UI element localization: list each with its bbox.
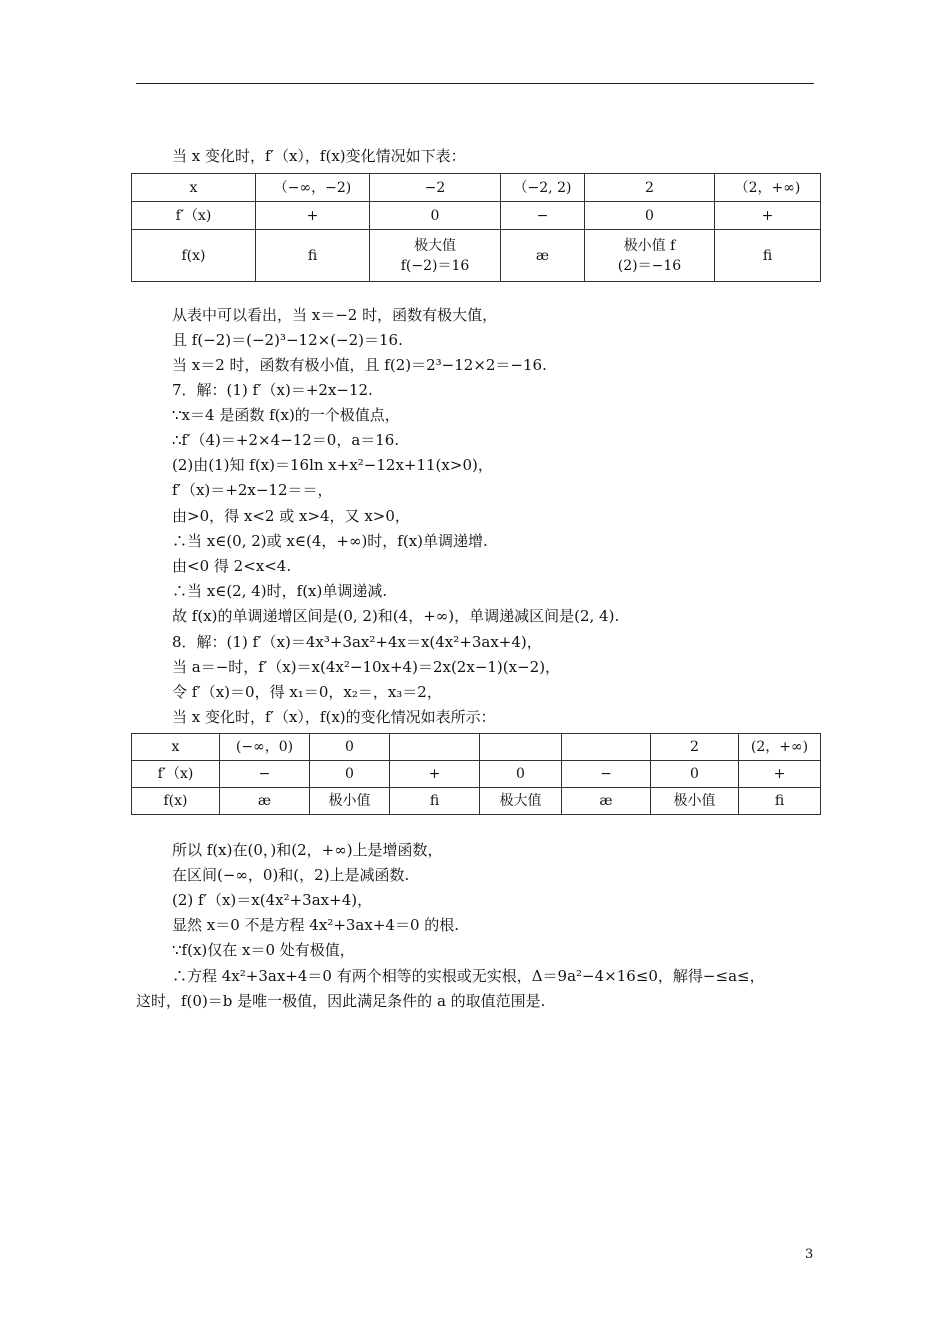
table-cell: 2 bbox=[651, 734, 739, 761]
header-rule bbox=[136, 83, 814, 84]
text-line: 8．解：(1) f′（x)＝4x³+3ax²+4x＝x(4x²+3ax+4)， bbox=[172, 633, 542, 651]
table-cell: f′（x) bbox=[132, 761, 220, 788]
table-cell: − bbox=[562, 761, 651, 788]
table-cell: ﬁ bbox=[715, 230, 821, 282]
page-number: 3 bbox=[805, 1247, 814, 1262]
text-line: 这时，f(0)＝b 是唯一极值，因此满足条件的 a 的取值范围是. bbox=[136, 992, 546, 1010]
table-cell: x bbox=[132, 174, 256, 202]
table1 bbox=[131, 173, 821, 282]
text-line: ∵f(x)仅在 x＝0 处有极值， bbox=[172, 941, 355, 959]
text-line: 在区间(−∞，0)和(，2)上是减函数. bbox=[172, 866, 410, 884]
table-cell: ﬁ bbox=[390, 788, 480, 815]
text-line: 由<0 得 2<x<4. bbox=[172, 557, 292, 575]
table-cell: − bbox=[501, 202, 585, 230]
table-cell bbox=[480, 734, 562, 761]
table-cell: 0 bbox=[310, 761, 390, 788]
table-cell: − bbox=[220, 761, 310, 788]
text-line: 且 f(−2)＝(−2)³−12×(−2)＝16. bbox=[172, 331, 403, 349]
text-line: 显然 x＝0 不是方程 4x²+3ax+4＝0 的根. bbox=[172, 916, 460, 934]
table-cell: (−∞，0) bbox=[220, 734, 310, 761]
table-cell: x bbox=[132, 734, 220, 761]
table-cell: ﬁ bbox=[256, 230, 370, 282]
table-cell: 极大值 bbox=[480, 788, 562, 815]
table-cell: 2 bbox=[585, 174, 715, 202]
table-cell: （−∞，−2) bbox=[256, 174, 370, 202]
table-cell: −2 bbox=[370, 174, 501, 202]
table-cell: 0 bbox=[480, 761, 562, 788]
table-cell: æ bbox=[562, 788, 651, 815]
table-row bbox=[132, 230, 821, 282]
table-cell: 极小值 bbox=[310, 788, 390, 815]
table2 bbox=[131, 733, 821, 815]
table-row bbox=[132, 202, 821, 230]
text-line: 从表中可以看出，当 x＝−2 时，函数有极大值， bbox=[172, 306, 498, 324]
text-line: ∴当 x∈(2, 4)时，f(x)单调递减. bbox=[172, 582, 388, 600]
table-cell: 0 bbox=[370, 202, 501, 230]
table-cell: 0 bbox=[651, 761, 739, 788]
table-cell bbox=[562, 734, 651, 761]
table-cell: （−2, 2) bbox=[501, 174, 585, 202]
table-cell: 极小值 bbox=[651, 788, 739, 815]
text-line: ∵x＝4 是函数 f(x)的一个极值点， bbox=[172, 406, 400, 424]
table-cell: f(x) bbox=[132, 788, 220, 815]
table-cell: æ bbox=[220, 788, 310, 815]
table-cell: 极大值 f(−2)＝16 bbox=[370, 230, 501, 282]
table-cell: (2，+∞) bbox=[739, 734, 821, 761]
text-line: 当 a＝−时，f′（x)＝x(4x²−10x+4)＝2x(2x−1)(x−2)， bbox=[172, 658, 561, 676]
text-line: 所以 f(x)在(0，)和(2，+∞)上是增函数， bbox=[172, 841, 443, 859]
text-line: f′（x)＝+2x−12＝＝， bbox=[172, 481, 333, 499]
table-cell: æ bbox=[501, 230, 585, 282]
table-cell: ﬁ bbox=[739, 788, 821, 815]
text-line: 故 f(x)的单调递增区间是(0, 2)和(4，+∞)，单调递减区间是(2, 4). bbox=[172, 607, 620, 625]
table-cell: 0 bbox=[585, 202, 715, 230]
table-cell: + bbox=[715, 202, 821, 230]
text-line: (2) f′（x)＝x(4x²+3ax+4)， bbox=[172, 891, 373, 909]
table-cell: + bbox=[256, 202, 370, 230]
table-cell: + bbox=[739, 761, 821, 788]
table-row bbox=[132, 174, 821, 202]
text-line: ∴f′（4)＝+2×4−12＝0，a＝16. bbox=[172, 431, 400, 449]
table-cell bbox=[390, 734, 480, 761]
text-line: ∴方程 4x²+3ax+4＝0 有两个相等的实根或无实根，Δ＝9a²−4×16≤0，解得−≤a≤， bbox=[172, 967, 765, 985]
text-line: 由>0，得 x<2 或 x>4，又 x>0， bbox=[172, 507, 410, 525]
text-line: ∴当 x∈(0, 2)或 x∈(4，+∞)时，f(x)单调递增. bbox=[172, 532, 488, 550]
table-cell: 0 bbox=[310, 734, 390, 761]
text-line: 当 x＝2 时，函数有极小值，且 f(2)＝2³−12×2＝−16. bbox=[172, 356, 547, 374]
table-row bbox=[132, 761, 821, 788]
text-line: 7．解：(1) f′（x)＝+2x−12. bbox=[172, 381, 373, 399]
text-line: (2)由(1)知 f(x)＝16ln x+x²−12x+11(x>0)， bbox=[172, 456, 493, 474]
table2-intro: 当 x 变化时，f′（x），f(x)的变化情况如表所示： bbox=[172, 708, 496, 726]
table-cell: f′（x) bbox=[132, 202, 256, 230]
table-cell: f(x) bbox=[132, 230, 256, 282]
table-row bbox=[132, 788, 821, 815]
table-cell: 极小值 f (2)＝−16 bbox=[585, 230, 715, 282]
table-cell: （2，+∞) bbox=[715, 174, 821, 202]
table-cell: + bbox=[390, 761, 480, 788]
table-row bbox=[132, 734, 821, 761]
text-line: 令 f′（x)＝0，得 x₁＝0，x₂＝，x₃＝2， bbox=[172, 683, 442, 701]
table1-intro: 当 x 变化时，f′（x），f(x)变化情况如下表： bbox=[172, 147, 466, 165]
